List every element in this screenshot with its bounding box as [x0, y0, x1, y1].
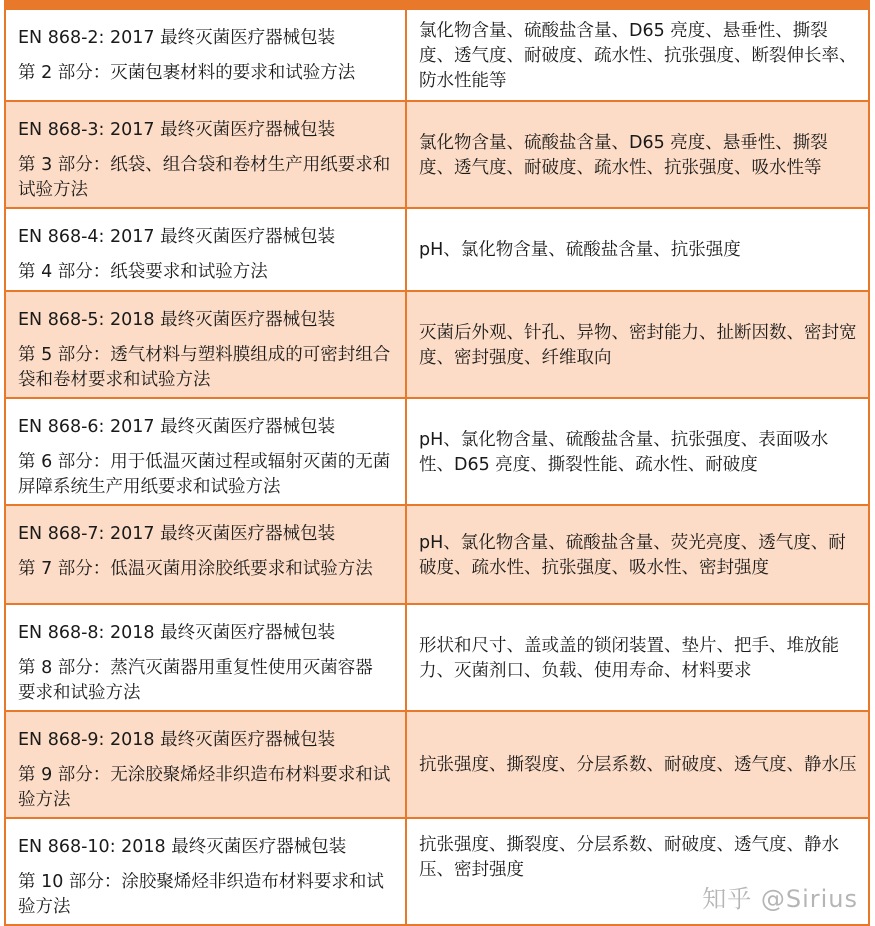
table-row	[5, 398, 869, 505]
standard-title: EN 868-7: 2017 最终灭菌医疗器械包装	[18, 524, 336, 544]
test-items: 形状和尺寸、盖或盖的锁闭装置、垫片、把手、堆放能力、灭菌剂口、负载、使用寿命、材料要求	[419, 635, 839, 681]
test-items-cell	[406, 9, 869, 101]
test-items-cell	[406, 208, 869, 291]
table-row	[5, 101, 869, 208]
test-items: pH、氯化物含量、硫酸盐含量、荧光亮度、透气度、耐破度、疏水性、抗张强度、吸水性、密封强度	[419, 532, 846, 578]
test-items: 抗张强度、撕裂度、分层系数、耐破度、透气度、静水压、密封强度	[419, 834, 839, 880]
standard-cell	[5, 711, 406, 818]
table-row	[5, 711, 869, 818]
standard-subtitle: 第 9 部分：无涂胶聚烯烃非织造布材料要求和试验方法	[18, 765, 391, 810]
test-items-cell	[406, 604, 869, 711]
test-items: 氯化物含量、硫酸盐含量、D65 亮度、悬垂性、撕裂度、透气度、耐破度、疏水性、抗张强度、断裂伸长率、防水性能等	[419, 20, 857, 91]
watermark: 知乎 @Sirius	[702, 884, 858, 913]
test-items: 氯化物含量、硫酸盐含量、D65 亮度、悬垂性、撕裂度、透气度、耐破度、疏水性、抗张强度、吸水性等	[419, 132, 828, 178]
standard-title: EN 868-3: 2017 最终灭菌医疗器械包装	[18, 120, 336, 140]
standard-title: EN 868-6: 2017 最终灭菌医疗器械包装	[18, 417, 336, 437]
standard-subtitle: 第 8 部分：蒸汽灭菌器用重复性使用灭菌容器 要求和试验方法	[18, 658, 373, 703]
standard-subtitle: 第 5 部分：透气材料与塑料膜组成的可密封组合袋和卷材要求和试验方法	[18, 345, 391, 390]
standard-cell	[5, 101, 406, 208]
test-items-cell	[406, 818, 869, 925]
standard-subtitle: 第 3 部分：纸袋、组合袋和卷材生产用纸要求和试验方法	[18, 155, 391, 200]
standard-title: EN 868-8: 2018 最终灭菌医疗器械包装	[18, 623, 336, 643]
standard-cell	[5, 291, 406, 398]
test-items: pH、氯化物含量、硫酸盐含量、抗张强度、表面吸水性、D65 亮度、撕裂性能、疏水性、耐破度	[419, 429, 829, 475]
table-row	[5, 505, 869, 604]
standard-subtitle: 第 10 部分：涂胶聚烯烃非织造布材料要求和试验方法	[18, 872, 384, 917]
test-items: 抗张强度、撕裂度、分层系数、耐破度、透气度、静水压	[419, 755, 857, 775]
standard-cell	[5, 208, 406, 291]
standard-cell	[5, 604, 406, 711]
standard-subtitle: 第 4 部分：纸袋要求和试验方法	[18, 262, 268, 282]
standard-title: EN 868-4: 2017 最终灭菌医疗器械包装	[18, 227, 336, 247]
test-items-cell	[406, 505, 869, 604]
table-row	[5, 291, 869, 398]
test-items-cell	[406, 711, 869, 818]
standard-cell	[5, 505, 406, 604]
standard-title: EN 868-10: 2018 最终灭菌医疗器械包装	[18, 837, 347, 857]
standard-title: EN 868-2: 2017 最终灭菌医疗器械包装	[18, 28, 336, 48]
standard-subtitle: 第 7 部分：低温灭菌用涂胶纸要求和试验方法	[18, 559, 373, 579]
standard-subtitle: 第 2 部分：灭菌包裹材料的要求和试验方法	[18, 63, 356, 83]
test-items: 灭菌后外观、针孔、异物、密封能力、扯断因数、密封宽度、密封强度、纤维取向	[419, 322, 857, 368]
table-row	[5, 9, 869, 101]
standard-subtitle: 第 6 部分：用于低温灭菌过程或辐射灭菌的无菌屏障系统生产用纸要求和试验方法	[18, 452, 391, 497]
table-row	[5, 208, 869, 291]
standard-cell	[5, 9, 406, 101]
standard-title: EN 868-9: 2018 最终灭菌医疗器械包装	[18, 730, 336, 750]
test-items-cell	[406, 291, 869, 398]
test-items-cell	[406, 101, 869, 208]
standard-cell	[5, 818, 406, 925]
table-row	[5, 604, 869, 711]
table-header-band	[4, 0, 870, 8]
test-items-cell	[406, 398, 869, 505]
standard-cell	[5, 398, 406, 505]
standard-title: EN 868-5: 2018 最终灭菌医疗器械包装	[18, 310, 336, 330]
standards-table	[4, 8, 870, 926]
table-row	[5, 818, 869, 925]
test-items: pH、氯化物含量、硫酸盐含量、抗张强度	[419, 240, 741, 260]
